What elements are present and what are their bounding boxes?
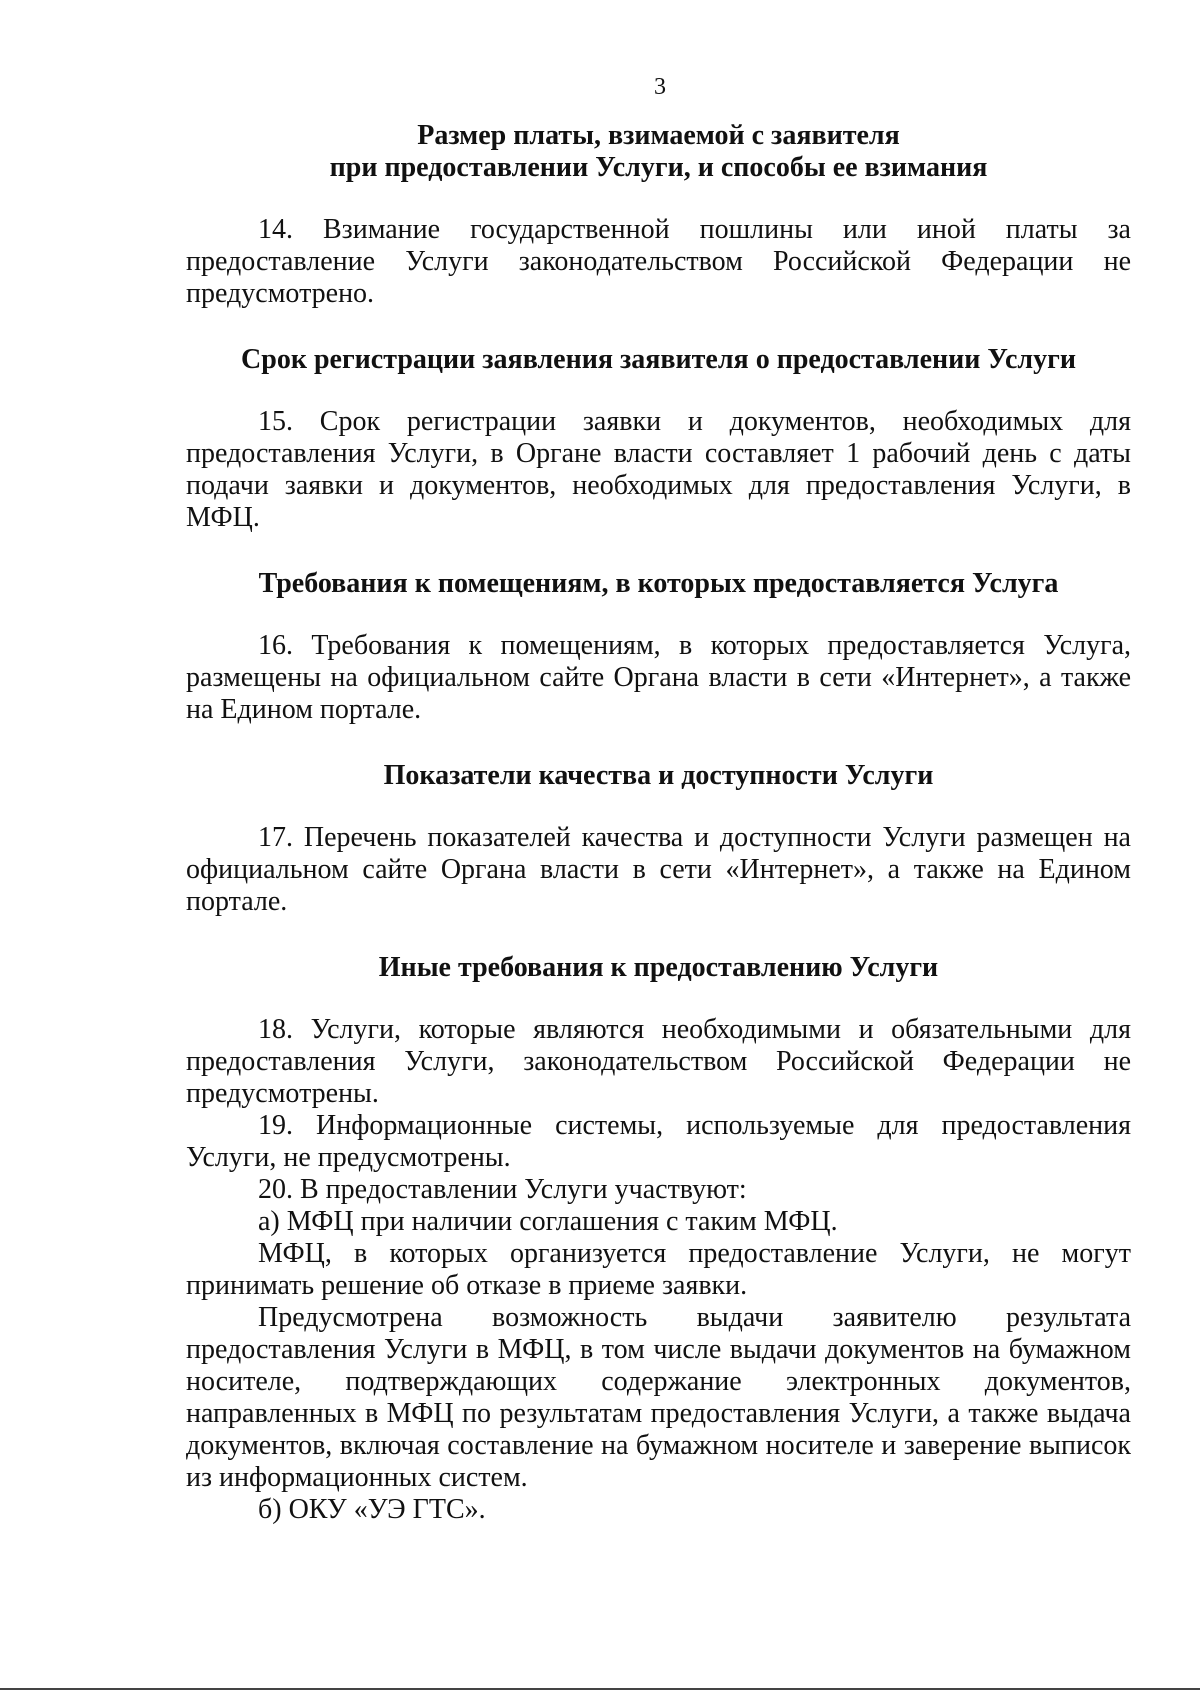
section-fee (186, 120, 1131, 310)
paragraph-20-b: б) ОКУ «УЭ ГТС». (258, 1494, 486, 1525)
section-premises (186, 568, 1131, 726)
paragraph-15: 15. Срок регистрации заявки и документов, необходимых для предоставления Услуги, в Органе власти составляет 1 рабочий день с даты подачи заявки и документов, необходимых для предоставления Услуги, в МФЦ. (186, 406, 1131, 533)
paragraph-20: 20. В предоставлении Услуги участвуют: (258, 1174, 747, 1205)
section-title-line: Требования к помещениям, в которых предоставляется Услуга (258, 568, 1059, 599)
paragraph-mfc-issuance: Предусмотрена возможность выдачи заявителю результата предоставления Услуги в МФЦ, в том числе выдачи документов на бумажном носителе, подтверждающих содержание электронных документов, направленных в МФЦ по результатам предоставления Услуги, а также выдача документов, включая составление на бумажном носителе и заверение выписок из информационных систем. (186, 1302, 1131, 1493)
paragraph-14: 14. Взимание государственной пошлины или иной платы за предоставление Услуги законодательством Российской Федерации не предусмотрено. (186, 214, 1131, 309)
section-registration-term (186, 344, 1131, 534)
section-quality (186, 760, 1131, 918)
paragraph-17: 17. Перечень показателей качества и доступности Услуги размещен на официальном сайте Органа власти в сети «Интернет», а также на Едином портале. (186, 822, 1131, 917)
section-title-line: Размер платы, взимаемой с заявителя (417, 120, 900, 151)
paragraph-16: 16. Требования к помещениям, в которых предоставляется Услуга, размещены на официальном сайте Органа власти в сети «Интернет», а также на Едином портале. (186, 630, 1131, 725)
page-number: 3 (654, 74, 666, 100)
section-title-line: Иные требования к предоставлению Услуги (378, 952, 939, 983)
paragraph-mfc-decision: МФЦ, в которых организуется предоставление Услуги, не могут принимать решение об отказе в приеме заявки. (186, 1238, 1131, 1301)
document-body (186, 120, 1131, 1526)
section-title-line: при предоставлении Услуги, и способы ее взимания (329, 152, 988, 183)
section-other-requirements (186, 952, 1131, 1526)
paragraph-20-a: а) МФЦ при наличии соглашения с таким МФЦ. (258, 1206, 838, 1237)
section-title-line: Срок регистрации заявления заявителя о предоставлении Услуги (241, 344, 1076, 375)
paragraph-18: 18. Услуги, которые являются необходимыми и обязательными для предоставления Услуги, законодательством Российской Федерации не предусмотрены. (186, 1014, 1131, 1109)
paragraph-19: 19. Информационные системы, используемые для предоставления Услуги, не предусмотрены. (186, 1110, 1131, 1173)
scan-edge-line (0, 1688, 1200, 1690)
section-title-line: Показатели качества и доступности Услуги (383, 760, 934, 791)
